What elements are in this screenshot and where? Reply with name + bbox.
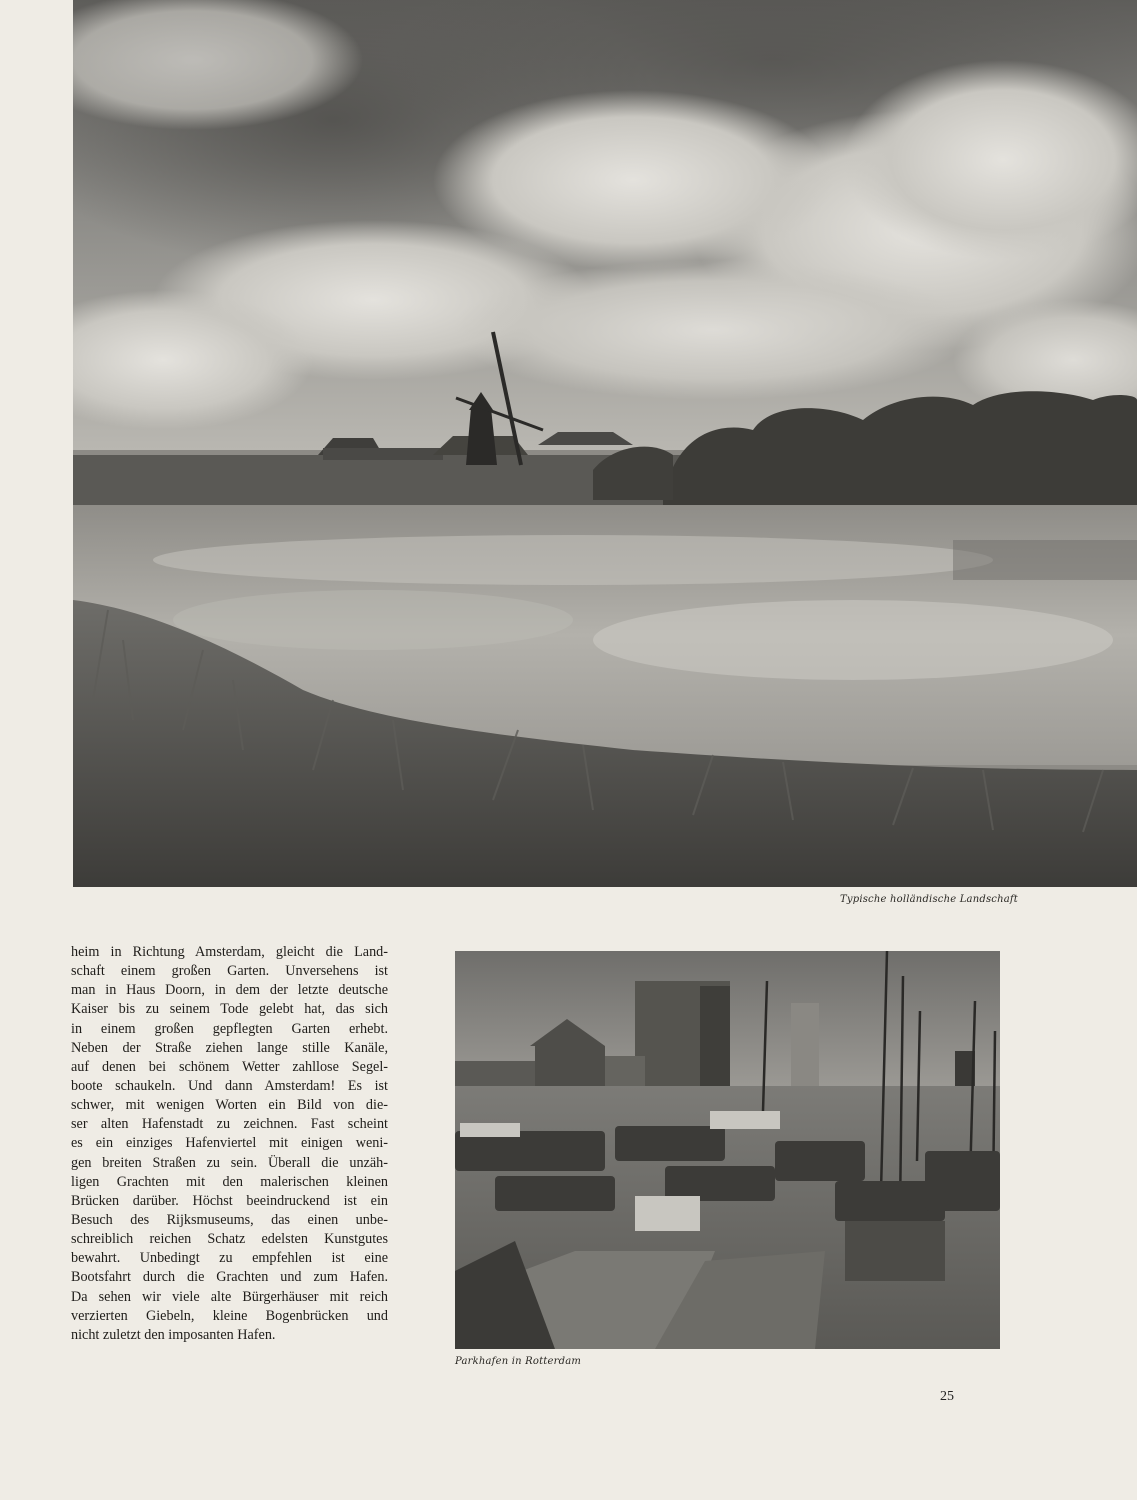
text-line: heim in Richtung Amsterdam, gleicht die Land- xyxy=(71,944,388,960)
text-line: boote schaukeln. Und dann Amsterdam! Es ist xyxy=(71,1077,388,1094)
text-line: schaft einem großen Garten. Unversehens ist xyxy=(71,963,388,980)
text-line: Kaiser bis zu seinem Tode gelebt hat, das sich xyxy=(71,1001,388,1018)
landscape-photo xyxy=(73,0,1137,887)
text-line: nicht zuletzt den imposanten Hafen. xyxy=(71,1326,276,1343)
text-line: schreiblich reichen Schatz edelsten Kunstgutes xyxy=(71,1231,388,1248)
text-line: Neben der Straße ziehen lange stille Kanäle, xyxy=(71,1039,388,1056)
text-line: in einem großen gepflegten Garten erhebt. xyxy=(71,1020,388,1037)
text-line: Brücken darüber. Höchst beeindruckend ist ein xyxy=(71,1192,388,1209)
text-line: gen breiten Straßen zu sein. Überall die unzäh- xyxy=(71,1154,388,1171)
text-line: Besuch des Rijksmuseums, das einen unbe- xyxy=(71,1211,388,1228)
text-line: ser alten Hafenstadt zu zeichnen. Fast scheint xyxy=(71,1116,388,1133)
harbor-photo-caption: Parkhafen in Rotterdam xyxy=(455,1356,582,1367)
text-line: Bootsfahrt durch die Grachten und zum Hafen. xyxy=(71,1269,388,1286)
harbor-photo xyxy=(455,951,1000,1349)
text-line: verzierten Giebeln, kleine Bogenbrücken und xyxy=(71,1307,388,1324)
text-line: es ein einziges Hafenviertel mit einigen weni- xyxy=(71,1135,388,1152)
article-body xyxy=(71,943,388,1345)
text-line: schwer, mit wenigen Worten ein Bild von die- xyxy=(71,1097,388,1114)
text-line: auf denen bei schönem Wetter zahllose Segel- xyxy=(71,1058,388,1075)
text-line: bewahrt. Unbedingt zu empfehlen ist eine xyxy=(71,1250,388,1267)
page-number: 25 xyxy=(940,1389,954,1404)
landscape-photo-caption: Typische holländische Landschaft xyxy=(840,894,1019,905)
text-line: man in Haus Doorn, in dem der letzte deutsche xyxy=(71,982,388,999)
text-line: ligen Grachten mit den malerischen kleinen xyxy=(71,1173,388,1190)
text-line: Da sehen wir viele alte Bürgerhäuser mit reich xyxy=(71,1288,388,1305)
